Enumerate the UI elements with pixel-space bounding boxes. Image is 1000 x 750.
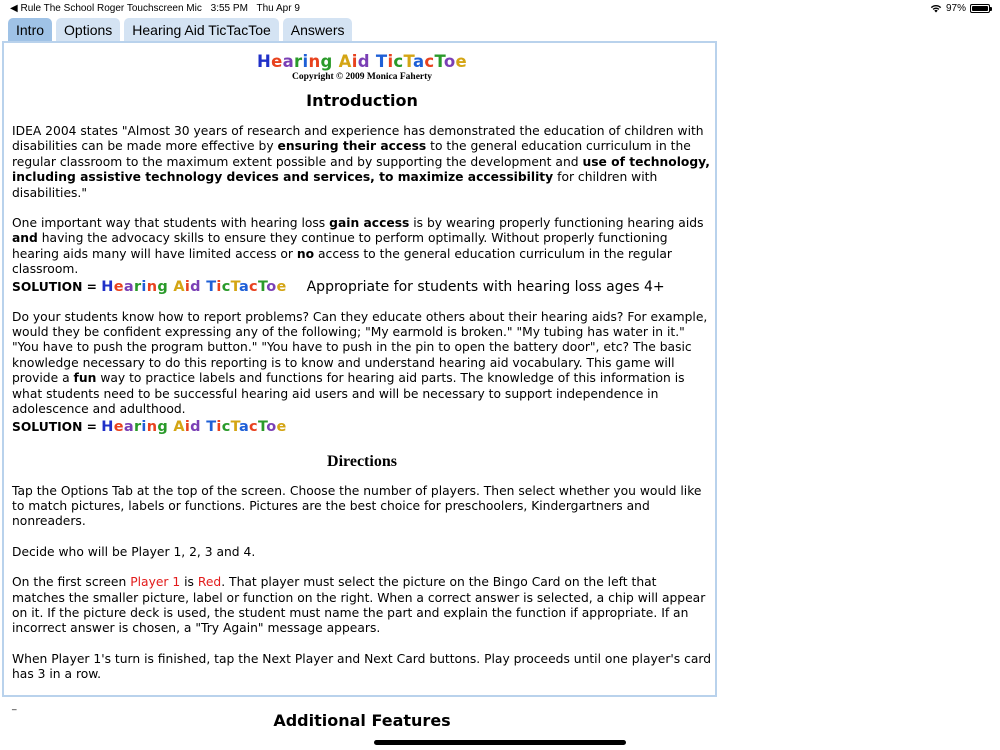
game-logo: Hearing Aid TicTacToe (257, 52, 467, 71)
status-time: 3:55 PM (210, 3, 248, 14)
status-date: Thu Apr 9 (256, 3, 300, 14)
directions-paragraph-2: Decide who will be Player 1, 2, 3 and 4. (12, 544, 256, 559)
bold-run: and (12, 231, 38, 246)
text-run: . That player must select the picture on the Bingo Card on the left that matches the smaller picture, label or function on the right. When a correct answer is selected, a chip will appear on it. If the picture deck is used, the student must name the part and explain the function if appropriate. If an incorrect answer is chosen, a "Try Again" message appears. (12, 575, 706, 636)
battery-tip (990, 7, 992, 11)
text-run: way to practice labels and functions for hearing aid parts. The knowledge of this information is what students need to be successful hearing aid users and will be necessary to support independence in adolescence and adulthood. (12, 371, 685, 417)
content-frame (2, 41, 717, 730)
ages-text: Appropriate for students with hearing loss ages 4+ (306, 278, 665, 295)
directions-paragraph-4: When Player 1's turn is finished, tap the Next Player and Next Card buttons. Play proceeds until one player's card has 3 in a row. (12, 651, 712, 682)
additional-features-heading: Additional Features (273, 710, 451, 730)
text-run: access to the general education curriculum in the regular classroom. (12, 246, 672, 277)
wifi-icon (930, 4, 942, 13)
bold-run: fun (73, 371, 97, 386)
intro-paragraph-3 (12, 310, 712, 418)
bold-run: ensuring their access (277, 139, 427, 154)
solution-line-2 (12, 418, 712, 436)
bold-run: no (296, 246, 315, 261)
solution-label: SOLUTION = (12, 279, 102, 294)
text-run: is by wearing properly functioning hearing aids (409, 216, 704, 231)
text-run: Do your students know how to report problems? Can they educate others about their hearing aids? For example, would they be confident expressing any of the following; "My earmold is broken." "My tubing has water in it." "You have to push the program button." "You have to push in the pin to open the battery door", etc? The basic knowledge necessary to do this reporting is to know and understand hearing aid vocabulary. This game will provide a (12, 309, 708, 386)
bold-run: gain access (329, 216, 410, 231)
red-color-text: Red (197, 575, 222, 590)
battery-percent: 97% (945, 3, 966, 14)
directions-paragraph-3 (12, 575, 712, 637)
status-bar (0, 0, 1000, 18)
solution-label: SOLUTION = (12, 419, 102, 434)
text-run: to the general education curriculum in the regular classroom to the maximum extent possible and by supporting the development and (12, 139, 691, 169)
text-run: is (180, 575, 198, 590)
text-run: On the first screen (12, 575, 131, 590)
intro-document[interactable] (12, 52, 712, 730)
player-1-red-text: Player 1 (130, 575, 181, 590)
directions-paragraph-1: Tap the Options Tab at the top of the screen. Choose the number of players. Then select whether you would like to match pictures, labels or functions. Pictures are the best choice for preschoolers, Kindergartners and nonreaders. (12, 483, 702, 529)
directions-heading: Directions (327, 452, 397, 470)
intro-paragraph-1 (12, 124, 712, 201)
battery-icon (970, 4, 990, 13)
text-run: One important way that students with hearing loss (12, 216, 330, 231)
tab-hearing-aid-tictactoe[interactable]: Hearing Aid TicTacToe (124, 18, 279, 42)
tab-bar (8, 18, 352, 42)
tab-intro[interactable]: Intro (8, 18, 52, 42)
text-run: IDEA 2004 states "Almost 30 years of research and experience has demonstrated the education of children with disabilities can be made more effective by (12, 124, 704, 154)
intro-paragraph-2 (12, 216, 712, 278)
introduction-heading: Introduction (306, 91, 418, 110)
text-run: for children with disabilities." (12, 170, 658, 200)
bold-run: use of technology, including assistive technology devices and services, to maximize accessibility (12, 154, 710, 185)
solution-line-1 (12, 278, 712, 296)
copyright-text: Copyright © 2009 Monica Faherty (291, 72, 433, 82)
home-indicator[interactable] (374, 740, 626, 745)
tab-answers[interactable]: Answers (283, 18, 353, 42)
back-to-app-link[interactable]: ◀ Rule The School Roger Touchscreen Mic (10, 3, 202, 14)
tab-options[interactable]: Options (56, 18, 120, 42)
small-mark: _ (12, 700, 17, 711)
text-run: having the advocacy skills to ensure they continue to perform optimally. Without properly functioning hearing aids many will have limited access or (12, 231, 668, 261)
battery-fill (972, 6, 988, 11)
solution-logo: Hearing Aid TicTacToe (101, 278, 287, 295)
solution-logo: Hearing Aid TicTacToe (101, 418, 287, 435)
